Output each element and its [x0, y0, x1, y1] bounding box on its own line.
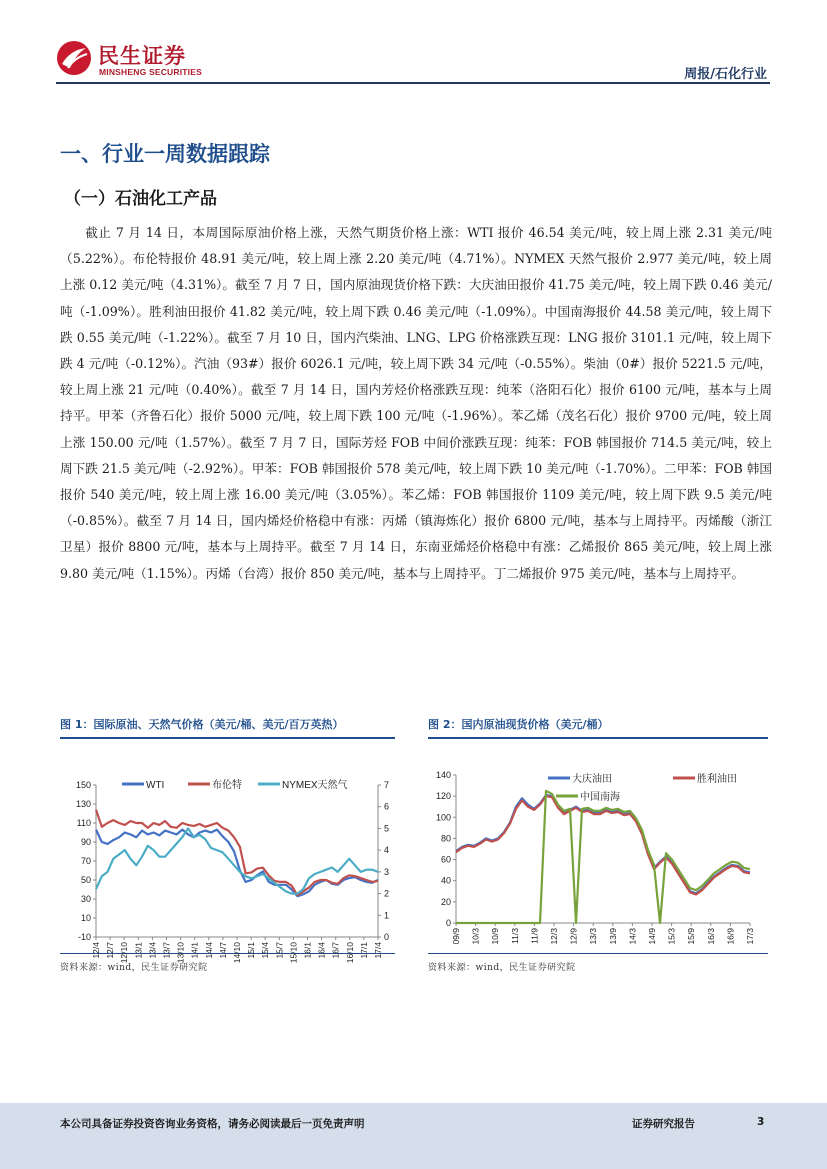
- y-tick-label: 30: [80, 894, 91, 904]
- y-right-tick-label: 6: [384, 801, 390, 812]
- x-tick-label: 17/1: [358, 942, 369, 959]
- x-tick-label: 15/9: [686, 928, 697, 945]
- figure-2-source: 资料来源：wind，民生证券研究院: [428, 963, 576, 973]
- figure-1-title: 图 1：国际原油、天然气价格（美元/桶、美元/百万英热）: [60, 718, 344, 731]
- x-tick-label: 12/10: [119, 942, 130, 964]
- x-tick-label: 16/3: [705, 928, 716, 945]
- x-tick-label: 16/9: [725, 928, 736, 945]
- y-tick-label: 10: [80, 913, 91, 923]
- x-tick-label: 12/7: [105, 942, 116, 959]
- y-tick-label: 100: [435, 812, 451, 823]
- y-right-tick-label: 1: [384, 910, 390, 921]
- legend-label: 布伦特: [212, 780, 242, 791]
- figure-2: [428, 716, 768, 973]
- x-tick-label: 12/9: [568, 928, 579, 945]
- body-paragraph: 截止 7 月 14 日，本周国际原油价格上涨，天然气期货价格上涨：WTI 报价 46.54 美元/吨，较上周上涨 2.31 美元/吨（5.22%）。布伦特报价 48.91 美元/吨，较上周上涨 2.20 美元/吨（4.71%）。NYMEX 天然气报价 2.977 美元/吨，较上周上涨 0.12 美元/吨（4.31%）。截至 7 月 7 日，国内原油现货价格下跌：大庆油田报价 41.75 美元/吨，较上周下跌 0.46 美元/吨（-1.09%）。胜利油田报价 41.82 美元/吨，较上周下跌 0.46 美元/吨（-1.09%）。中国南海报价 44.58 美元/吨，较上周下跌 0.55 美元/吨（-1.22%）。截至 7 月 10 日，国内汽柴油、LNG、LPG 价格涨跌互现：LNG 报价 3101.1 元/吨，较上周下跌 4 元/吨（-0.12%）。汽油（93#）报价 6026.1 元/吨，较上周下跌 34 元/吨（-0.55%）。柴油（0#）报价 5221.5 元/吨，较上周上涨 21 元/吨（0.40%）。截至 7 月 14 日，国内芳烃价格涨跌互现：纯苯（洛阳石化）报价 6100 元/吨，基本与上周持平。甲苯（齐鲁石化）报价 5000 元/吨，较上周下跌 100 元/吨（-1.96%）。苯乙烯（茂名石化）报价 9700 元/吨，较上周上涨 150.00 元/吨（1.57%）。截至 7 月 7 日，国际芳烃 FOB 中间价涨跌互现：纯苯：FOB 韩国报价 714.5 美元/吨，较上周下跌 21.5 美元/吨（-2.92%）。甲苯：FOB 韩国报价 578 美元/吨，较上周下跌 10 美元/吨（-1.70%）。二甲苯：FOB 韩国报价 540 美元/吨，较上周上涨 16.00 美元/吨（3.05%）。苯乙烯：FOB 韩国报价 1109 美元/吨，较上周下跌 9.5 美元/吨（-0.85%）。截至 7 月 14 日，国内烯烃价格稳中有涨：丙烯（镇海炼化）报价 6800 元/吨，基本与上周持平。丙烯酸（浙江卫星）报价 8800 元/吨，基本与上周持平。截至 7 月 14 日，东南亚烯烃价格稳中有涨：乙烯报价 865 美元/吨，较上周上涨 9.80 美元/吨（1.15%）。丙烯（台湾）报价 850 美元/吨，基本与上周持平。丁二烯报价 975 美元/吨，基本与上周持平。: [60, 225, 772, 581]
- figure-2-title: 图 2：国内原油现货价格（美元/桶）: [428, 718, 609, 731]
- legend-label: 中国南海: [580, 792, 620, 803]
- y-tick-label: 120: [435, 791, 451, 802]
- x-tick-label: 15/3: [666, 928, 677, 945]
- figure-1-source: 资料来源：wind，民生证券研究院: [60, 963, 208, 973]
- x-tick-label: 12/4: [91, 942, 101, 959]
- disclaimer-text: 本公司具备证券投资咨询业务资格，请务必阅读最后一页免责声明: [60, 1118, 365, 1130]
- x-tick-label: 17/3: [745, 928, 755, 945]
- y-tick-label: 70: [80, 856, 91, 866]
- x-tick-label: 14/3: [627, 928, 638, 945]
- logo-text-cn: 民生证券: [98, 44, 186, 68]
- y-tick-label: 50: [80, 875, 91, 885]
- x-tick-label: 14/10: [232, 942, 242, 964]
- x-tick-label: 10/9: [490, 928, 501, 945]
- footer-report-label: 证券研究报告: [632, 1118, 695, 1130]
- y-tick-label: 140: [435, 770, 451, 780]
- x-tick-label: 13/9: [607, 928, 618, 945]
- x-tick-label: 14/1: [189, 942, 200, 959]
- x-tick-label: 09/9: [451, 928, 461, 945]
- chart-domestic-crude: [428, 739, 768, 949]
- x-tick-label: 16/1: [302, 942, 313, 959]
- x-tick-label: 16/10: [344, 942, 355, 964]
- x-tick-label: 14/7: [217, 942, 228, 959]
- x-tick-label: 16/7: [330, 942, 341, 959]
- y-tick-label: 0: [445, 918, 451, 928]
- y-right-tick-label: 2: [384, 888, 390, 899]
- x-tick-label: 13/10: [175, 942, 186, 964]
- x-tick-label: 10/3: [470, 928, 481, 945]
- y-tick-label: 60: [440, 854, 451, 865]
- x-tick-label: 11/9: [529, 928, 540, 944]
- legend-label: 大庆油田: [572, 774, 612, 785]
- chart-intl-oil-gas: [60, 739, 395, 964]
- x-tick-label: 15/10: [288, 942, 299, 964]
- page-header: [0, 0, 827, 90]
- y-tick-label: 40: [440, 875, 451, 886]
- series-line-布伦特: [96, 810, 378, 896]
- section-title: 一、行业一周数据跟踪: [60, 142, 270, 166]
- y-right-tick-label: 7: [384, 780, 390, 790]
- y-right-tick-label: 0: [384, 932, 390, 942]
- subsection-title: （一）石油化工产品: [64, 189, 217, 209]
- page-footer: [0, 1103, 827, 1169]
- x-tick-label: 16/4: [316, 942, 327, 959]
- x-tick-label: 14/9: [647, 928, 657, 945]
- y-tick-label: 150: [75, 780, 91, 790]
- x-tick-label: 13/7: [161, 942, 172, 959]
- x-tick-label: 15/4: [260, 942, 271, 959]
- x-tick-label: 15/7: [274, 942, 285, 959]
- y-tick-label: 130: [75, 799, 91, 809]
- y-right-tick-label: 5: [384, 823, 390, 834]
- logo-text-en: MINSHENG SECURITIES: [99, 67, 202, 77]
- figure-1: [60, 716, 395, 973]
- legend-label: NYMEX天然气: [282, 780, 348, 791]
- y-tick-label: 20: [440, 896, 451, 907]
- x-tick-label: 13/4: [147, 942, 158, 959]
- page-number: 3: [757, 1116, 765, 1128]
- y-right-tick-label: 4: [384, 845, 390, 856]
- x-tick-label: 12/3: [549, 928, 559, 945]
- x-tick-label: 14/4: [203, 942, 214, 959]
- y-tick-label: -10: [77, 932, 91, 942]
- report-type-label: 周报/石化行业: [684, 67, 767, 82]
- x-tick-label: 17/4: [373, 942, 383, 959]
- y-tick-label: 110: [76, 818, 91, 828]
- y-right-tick-label: 3: [384, 866, 390, 877]
- minsheng-logo-icon: [56, 40, 92, 76]
- x-tick-label: 13/1: [133, 942, 144, 959]
- x-tick-label: 15/1: [246, 942, 257, 959]
- header-divider: [56, 82, 770, 84]
- legend-label: 胜利油田: [697, 774, 737, 785]
- y-tick-label: 90: [80, 837, 91, 847]
- x-tick-label: 13/3: [588, 928, 599, 945]
- y-tick-label: 80: [440, 833, 451, 844]
- x-tick-label: 11/3: [509, 928, 520, 944]
- legend-label: WTI: [146, 780, 165, 791]
